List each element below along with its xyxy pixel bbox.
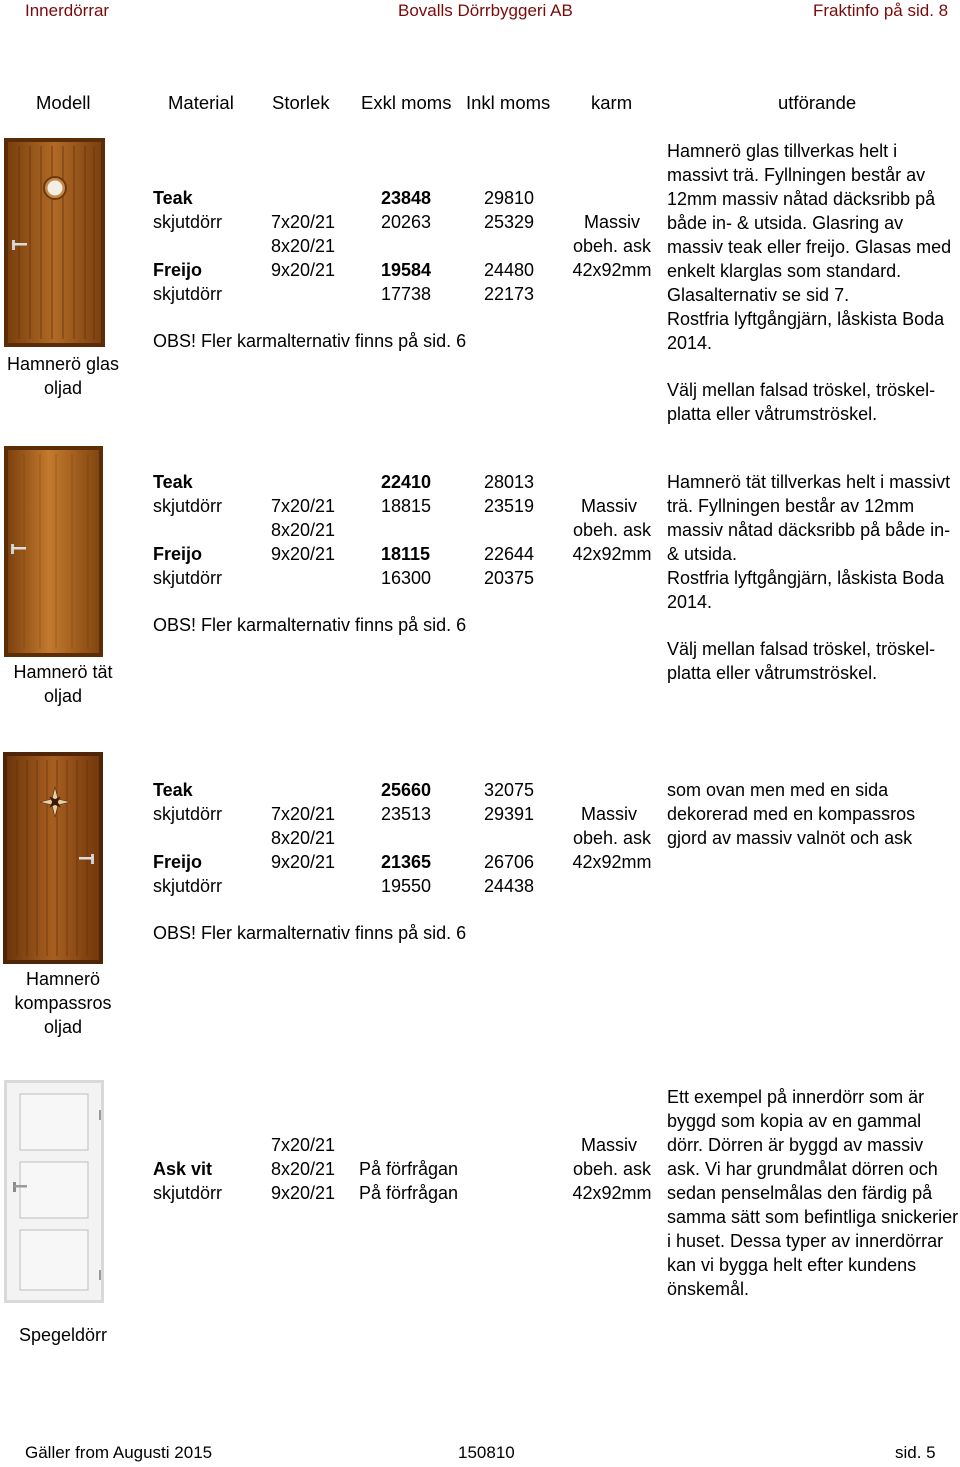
model-name-spegeldorr: Spegeldörr — [18, 1325, 108, 1345]
price-inkl: 22173 — [484, 284, 535, 304]
footer-doc-number: 150810 — [458, 1443, 515, 1462]
col-storlek: Storlek — [272, 92, 330, 113]
karm-dimension: 42x92mm — [572, 852, 652, 872]
price-inkl: 24480 — [484, 260, 535, 280]
col-material: Material — [168, 92, 234, 113]
price-inkl: 32075 — [484, 780, 535, 800]
price-exkl: 25660 — [381, 780, 432, 800]
price-on-request: På förfrågan — [359, 1183, 459, 1203]
price-exkl: 17738 — [381, 284, 432, 304]
door-compass-rose-icon — [3, 752, 103, 964]
karm-dimension: 42x92mm — [572, 544, 652, 564]
price-exkl: 20263 — [381, 212, 432, 232]
description-hamnero-glas — [667, 139, 959, 426]
price-exkl: 16300 — [381, 568, 432, 588]
size-9x20: 9x20/21 — [271, 1183, 336, 1203]
size-7x20: 7x20/21 — [271, 804, 336, 824]
material-freijo: Freijo — [153, 260, 203, 280]
header-company-name: Bovalls Dörrbyggeri AB — [398, 1, 573, 20]
price-on-request: På förfrågan — [359, 1159, 459, 1179]
description-hamnero-tat — [667, 470, 959, 685]
price-inkl: 29810 — [484, 188, 535, 208]
karm-dimension: 42x92mm — [572, 1183, 652, 1203]
col-exkl-moms: Exkl moms — [361, 92, 452, 113]
description-paragraph: Hamnerö tät tillverkas helt i massivt trä. Fyllningen består av 12mm massiv nåtad däcksribb på både in- & utsida. — [667, 472, 951, 564]
description-paragraph: som ovan men med en sida dekorerad med en kompassros gjord av massiv valnöt och ask — [667, 780, 916, 848]
material-skjutdorr: skjutdörr — [153, 1183, 223, 1203]
door-porthole-icon — [4, 138, 105, 347]
door-planks-icon — [4, 446, 103, 657]
header-section-title: Innerdörrar — [25, 1, 110, 20]
size-9x20: 9x20/21 — [271, 852, 336, 872]
description-hamnero-kompassros — [667, 778, 947, 850]
price-exkl: 18815 — [381, 496, 432, 516]
footer-validity: Gäller from Augusti 2015 — [25, 1443, 213, 1462]
size-8x20: 8x20/21 — [271, 1159, 336, 1179]
price-inkl: 28013 — [484, 472, 535, 492]
karm-treatment: obeh. ask — [572, 828, 652, 848]
material-skjutdorr: skjutdörr — [153, 284, 223, 304]
price-exkl: 21365 — [381, 852, 432, 872]
price-exkl: 23513 — [381, 804, 432, 824]
frame-note: OBS! Fler karmalternativ finns på sid. 6 — [153, 615, 467, 635]
description-paragraph: Rostfria lyftgångjärn, låskista Boda 2014. — [667, 309, 945, 353]
size-9x20: 9x20/21 — [271, 544, 336, 564]
karm-dimension: 42x92mm — [572, 260, 652, 280]
material-freijo: Freijo — [153, 544, 203, 564]
price-inkl: 29391 — [484, 804, 535, 824]
material-teak: Teak — [153, 780, 193, 800]
material-skjutdorr: skjutdörr — [153, 496, 223, 516]
size-7x20: 7x20/21 — [271, 212, 336, 232]
description-paragraph: Ett exempel på innerdörr som är byggd som kopia av en gammal dörr. Dörren är byggd av massiv ask. Vi har grundmålat dörren och sedan penselmålas den färdig på samma sätt som befintliga snickerier i huset. Dessa typer av innerdörrar kan vi bygga helt efter kundens önskemål. — [667, 1087, 959, 1299]
door-white-panel-icon — [4, 1080, 104, 1303]
size-7x20: 7x20/21 — [271, 1135, 336, 1155]
karm-treatment: obeh. ask — [572, 236, 652, 256]
size-7x20: 7x20/21 — [271, 496, 336, 516]
model-name-hamnero-glas: Hamnerö glas oljad — [6, 354, 120, 398]
col-karm: karm — [591, 92, 633, 113]
description-paragraph: Hamnerö glas tillverkas helt i massivt trä. Fyllningen består av 12mm massiv nåtad däcksribb på både in- & utsida. Glasring av massiv teak eller freijo. Glasas med enkelt klarglas som standard. Glasalternativ se sid 7. — [667, 141, 952, 305]
material-skjutdorr: skjutdörr — [153, 568, 223, 588]
karm-material: Massiv — [583, 212, 640, 232]
model-name-hamnero-kompassros: Hamnerö kompassros oljad — [14, 969, 112, 1037]
col-utforande: utförande — [778, 92, 857, 113]
material-teak: Teak — [153, 472, 193, 492]
price-inkl: 23519 — [484, 496, 535, 516]
karm-treatment: obeh. ask — [572, 520, 652, 540]
price-exkl: 18115 — [381, 544, 431, 564]
frame-note: OBS! Fler karmalternativ finns på sid. 6 — [153, 331, 467, 351]
col-modell: Modell — [36, 92, 91, 113]
price-inkl: 26706 — [484, 852, 535, 872]
material-teak: Teak — [153, 188, 193, 208]
karm-material: Massiv — [580, 1135, 637, 1155]
price-exkl: 23848 — [381, 188, 432, 208]
description-spegeldorr — [667, 1085, 959, 1301]
description-paragraph: Välj mellan falsad tröskel, tröskel-platta eller våtrumströskel. — [667, 639, 936, 683]
size-8x20: 8x20/21 — [271, 520, 336, 540]
karm-material: Massiv — [580, 804, 637, 824]
frame-note: OBS! Fler karmalternativ finns på sid. 6 — [153, 923, 467, 943]
price-inkl: 25329 — [484, 212, 535, 232]
price-exkl: 19584 — [381, 260, 432, 280]
description-paragraph: Välj mellan falsad tröskel, tröskel-platta eller våtrumströskel. — [667, 380, 936, 424]
footer-page-number: sid. 5 — [895, 1443, 936, 1462]
size-8x20: 8x20/21 — [271, 828, 336, 848]
material-skjutdorr: skjutdörr — [153, 804, 223, 824]
material-ask-vit: Ask vit — [153, 1159, 213, 1179]
material-freijo: Freijo — [153, 852, 203, 872]
karm-material: Massiv — [580, 496, 637, 516]
model-name-hamnero-tat: Hamnerö tät oljad — [13, 662, 113, 706]
price-inkl: 24438 — [484, 876, 535, 896]
size-9x20: 9x20/21 — [271, 260, 336, 280]
price-inkl: 20375 — [484, 568, 535, 588]
price-exkl: 22410 — [381, 472, 432, 492]
description-paragraph: Rostfria lyftgångjärn, låskista Boda 2014. — [667, 568, 945, 612]
material-skjutdorr: skjutdörr — [153, 212, 223, 232]
material-skjutdorr: skjutdörr — [153, 876, 223, 896]
price-exkl: 19550 — [381, 876, 432, 896]
karm-treatment: obeh. ask — [572, 1159, 652, 1179]
col-inkl-moms: Inkl moms — [466, 92, 551, 113]
header-freight-info: Fraktinfo på sid. 8 — [813, 1, 949, 20]
price-inkl: 22644 — [484, 544, 535, 564]
size-8x20: 8x20/21 — [271, 236, 336, 256]
